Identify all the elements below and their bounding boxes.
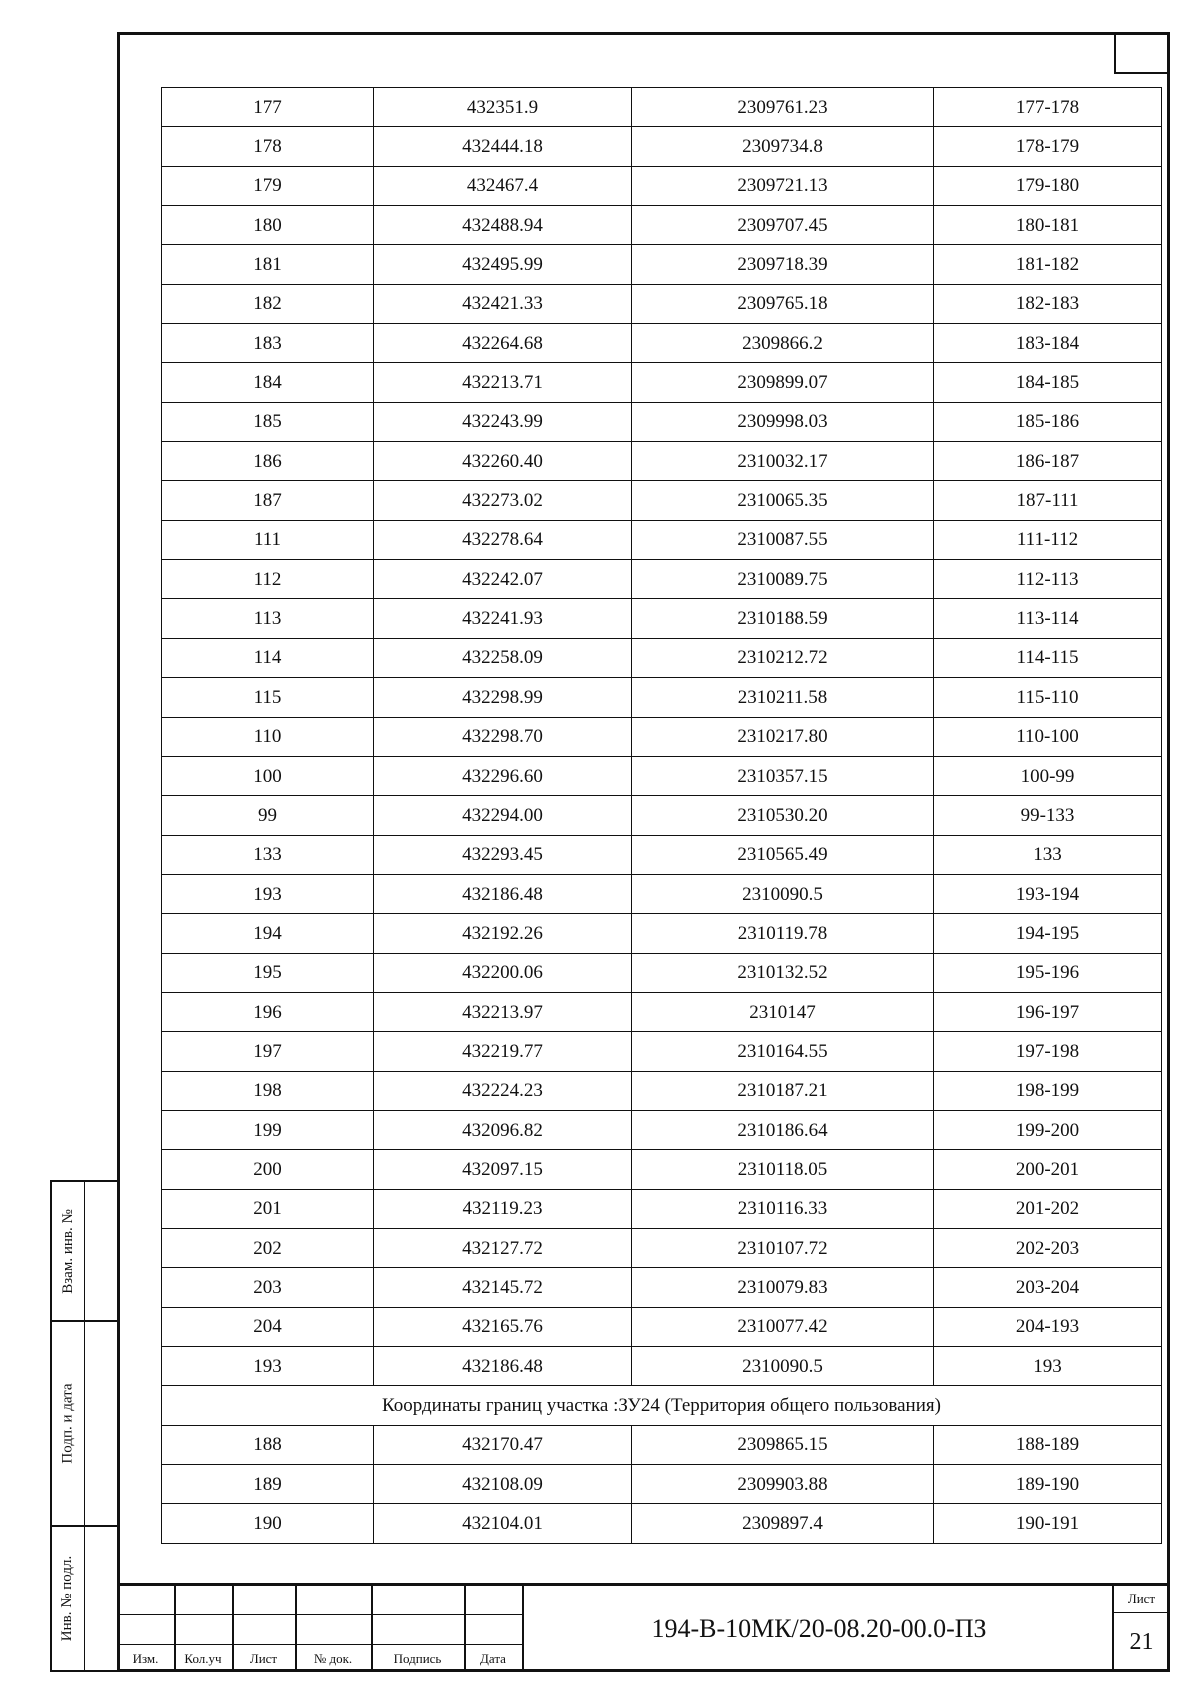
x-coordinate-cell: 432298.70: [374, 717, 632, 756]
y-coordinate-cell: 2309721.13: [632, 166, 934, 205]
point-number-cell: 180: [162, 206, 374, 245]
x-coordinate-cell: 432097.15: [374, 1150, 632, 1189]
section-heading: Координаты границ участка :ЗУ24 (Территория общего пользования): [162, 1386, 1162, 1425]
col-label-count: Кол.уч: [184, 1651, 222, 1666]
segment-cell: 182-183: [934, 284, 1162, 323]
table-row: [162, 1307, 1162, 1346]
segment-cell: 194-195: [934, 914, 1162, 953]
point-number-cell: 198: [162, 1071, 374, 1110]
point-number-cell: 197: [162, 1032, 374, 1071]
y-coordinate-cell: 2310217.80: [632, 717, 934, 756]
table-row: [162, 1071, 1162, 1110]
y-coordinate-cell: 2310186.64: [632, 1110, 934, 1149]
y-coordinate-cell: 2309866.2: [632, 324, 934, 363]
table-row: [162, 638, 1162, 677]
point-number-cell: 115: [162, 678, 374, 717]
y-coordinate-cell: 2310107.72: [632, 1228, 934, 1267]
segment-cell: 203-204: [934, 1268, 1162, 1307]
side-label-replacement-inv: Взам. инв. №: [59, 1208, 76, 1294]
y-coordinate-cell: 2310211.58: [632, 678, 934, 717]
y-coordinate-cell: 2310090.5: [632, 1347, 934, 1386]
y-coordinate-cell: 2309707.45: [632, 206, 934, 245]
x-coordinate-cell: 432213.71: [374, 363, 632, 402]
table-row: [162, 166, 1162, 205]
table-row: [162, 678, 1162, 717]
sheet-number: 21: [1129, 1629, 1154, 1655]
y-coordinate-cell: 2310530.20: [632, 796, 934, 835]
sheet-box: [1112, 1586, 1169, 1672]
table-row: [162, 992, 1162, 1031]
table-row: [162, 520, 1162, 559]
point-number-cell: 194: [162, 914, 374, 953]
point-number-cell: 189: [162, 1465, 374, 1504]
table-row: [162, 245, 1162, 284]
table-row: [162, 481, 1162, 520]
table-row: [162, 442, 1162, 481]
y-coordinate-cell: 2309761.23: [632, 88, 934, 127]
point-number-cell: 178: [162, 127, 374, 166]
point-number-cell: 184: [162, 363, 374, 402]
segment-cell: 193-194: [934, 874, 1162, 913]
table-row: [162, 1425, 1162, 1464]
x-coordinate-cell: 432495.99: [374, 245, 632, 284]
col-label-doc-no: № док.: [313, 1651, 353, 1666]
y-coordinate-cell: 2310065.35: [632, 481, 934, 520]
table-row: [162, 796, 1162, 835]
y-coordinate-cell: 2309903.88: [632, 1465, 934, 1504]
point-number-cell: 181: [162, 245, 374, 284]
point-number-cell: 99: [162, 796, 374, 835]
x-coordinate-cell: 432219.77: [374, 1032, 632, 1071]
x-coordinate-cell: 432192.26: [374, 914, 632, 953]
table-row: [162, 1110, 1162, 1149]
point-number-cell: 193: [162, 874, 374, 913]
point-number-cell: 110: [162, 717, 374, 756]
segment-cell: 196-197: [934, 992, 1162, 1031]
y-coordinate-cell: 2309865.15: [632, 1425, 934, 1464]
point-number-cell: 187: [162, 481, 374, 520]
point-number-cell: 111: [162, 520, 374, 559]
x-coordinate-cell: 432243.99: [374, 402, 632, 441]
x-coordinate-cell: 432444.18: [374, 127, 632, 166]
side-stamp: [50, 1180, 117, 1672]
y-coordinate-cell: 2310188.59: [632, 599, 934, 638]
table-row: [162, 402, 1162, 441]
point-number-cell: 190: [162, 1504, 374, 1543]
segment-cell: 201-202: [934, 1189, 1162, 1228]
segment-cell: 111-112: [934, 520, 1162, 559]
col-label-date: Дата: [480, 1651, 506, 1666]
x-coordinate-cell: 432488.94: [374, 206, 632, 245]
segment-cell: 113-114: [934, 599, 1162, 638]
y-coordinate-cell: 2310089.75: [632, 560, 934, 599]
revision-grid: [117, 1586, 522, 1672]
y-coordinate-cell: 2310212.72: [632, 638, 934, 677]
side-label-signature-date: Подп. и дата: [59, 1383, 76, 1464]
x-coordinate-cell: 432213.97: [374, 992, 632, 1031]
x-coordinate-cell: 432224.23: [374, 1071, 632, 1110]
segment-cell: 180-181: [934, 206, 1162, 245]
y-coordinate-cell: 2310118.05: [632, 1150, 934, 1189]
x-coordinate-cell: 432294.00: [374, 796, 632, 835]
col-label-change: Изм.: [132, 1651, 159, 1666]
segment-cell: 112-113: [934, 560, 1162, 599]
table-row: [162, 1347, 1162, 1386]
y-coordinate-cell: 2310079.83: [632, 1268, 934, 1307]
segment-cell: 114-115: [934, 638, 1162, 677]
y-coordinate-cell: 2310077.42: [632, 1307, 934, 1346]
x-coordinate-cell: 432108.09: [374, 1465, 632, 1504]
point-number-cell: 185: [162, 402, 374, 441]
x-coordinate-cell: 432186.48: [374, 874, 632, 913]
point-number-cell: 177: [162, 88, 374, 127]
table-row: [162, 284, 1162, 323]
segment-cell: 204-193: [934, 1307, 1162, 1346]
segment-cell: 199-200: [934, 1110, 1162, 1149]
point-number-cell: 112: [162, 560, 374, 599]
point-number-cell: 200: [162, 1150, 374, 1189]
segment-cell: 188-189: [934, 1425, 1162, 1464]
corner-box: [1114, 32, 1170, 74]
table-row: [162, 756, 1162, 795]
segment-cell: 133: [934, 835, 1162, 874]
coordinates-table: [161, 87, 1162, 1544]
x-coordinate-cell: 432242.07: [374, 560, 632, 599]
point-number-cell: 188: [162, 1425, 374, 1464]
y-coordinate-cell: 2309899.07: [632, 363, 934, 402]
segment-cell: 185-186: [934, 402, 1162, 441]
segment-cell: 177-178: [934, 88, 1162, 127]
point-number-cell: 202: [162, 1228, 374, 1267]
side-stamp-cell-replacement: [52, 1182, 117, 1322]
table-row: [162, 599, 1162, 638]
point-number-cell: 204: [162, 1307, 374, 1346]
point-number-cell: 203: [162, 1268, 374, 1307]
x-coordinate-cell: 432104.01: [374, 1504, 632, 1543]
table-row: [162, 835, 1162, 874]
y-coordinate-cell: 2309734.8: [632, 127, 934, 166]
y-coordinate-cell: 2310116.33: [632, 1189, 934, 1228]
segment-cell: 179-180: [934, 166, 1162, 205]
table-row: [162, 953, 1162, 992]
table-row: [162, 560, 1162, 599]
y-coordinate-cell: 2309718.39: [632, 245, 934, 284]
col-label-signature: Подпись: [393, 1651, 442, 1666]
table-row: [162, 717, 1162, 756]
x-coordinate-cell: 432096.82: [374, 1110, 632, 1149]
table-row: [162, 88, 1162, 127]
x-coordinate-cell: 432119.23: [374, 1189, 632, 1228]
document-code: 194-В-10МК/20-08.20-00.0-ПЗ: [522, 1586, 1114, 1672]
table-row: [162, 1465, 1162, 1504]
point-number-cell: 113: [162, 599, 374, 638]
side-stamp-cell-signature: [52, 1322, 117, 1527]
side-stamp-cell-inventory: [52, 1527, 117, 1670]
segment-cell: 100-99: [934, 756, 1162, 795]
side-label-original-inv: Инв. № подл.: [59, 1555, 76, 1642]
x-coordinate-cell: 432145.72: [374, 1268, 632, 1307]
x-coordinate-cell: 432200.06: [374, 953, 632, 992]
table-row: [162, 363, 1162, 402]
segment-cell: 184-185: [934, 363, 1162, 402]
x-coordinate-cell: 432421.33: [374, 284, 632, 323]
point-number-cell: 183: [162, 324, 374, 363]
sheet-label: Лист: [1114, 1586, 1169, 1613]
table-row: [162, 127, 1162, 166]
y-coordinate-cell: 2309765.18: [632, 284, 934, 323]
segment-cell: 193: [934, 1347, 1162, 1386]
x-coordinate-cell: 432241.93: [374, 599, 632, 638]
x-coordinate-cell: 432127.72: [374, 1228, 632, 1267]
title-block: [117, 1583, 1170, 1672]
x-coordinate-cell: 432351.9: [374, 88, 632, 127]
x-coordinate-cell: 432298.99: [374, 678, 632, 717]
x-coordinate-cell: 432293.45: [374, 835, 632, 874]
segment-cell: 178-179: [934, 127, 1162, 166]
table-row: [162, 914, 1162, 953]
x-coordinate-cell: 432273.02: [374, 481, 632, 520]
segment-cell: 195-196: [934, 953, 1162, 992]
table-row: [162, 206, 1162, 245]
segment-cell: 99-133: [934, 796, 1162, 835]
x-coordinate-cell: 432260.40: [374, 442, 632, 481]
segment-cell: 115-110: [934, 678, 1162, 717]
segment-cell: 189-190: [934, 1465, 1162, 1504]
col-label-sheet: Лист: [249, 1651, 278, 1666]
y-coordinate-cell: 2310357.15: [632, 756, 934, 795]
point-number-cell: 186: [162, 442, 374, 481]
y-coordinate-cell: 2309998.03: [632, 402, 934, 441]
x-coordinate-cell: 432264.68: [374, 324, 632, 363]
y-coordinate-cell: 2310119.78: [632, 914, 934, 953]
section-heading-row: [162, 1386, 1162, 1425]
y-coordinate-cell: 2310164.55: [632, 1032, 934, 1071]
y-coordinate-cell: 2310090.5: [632, 874, 934, 913]
segment-cell: 202-203: [934, 1228, 1162, 1267]
x-coordinate-cell: 432296.60: [374, 756, 632, 795]
point-number-cell: 199: [162, 1110, 374, 1149]
x-coordinate-cell: 432165.76: [374, 1307, 632, 1346]
y-coordinate-cell: 2310087.55: [632, 520, 934, 559]
segment-cell: 198-199: [934, 1071, 1162, 1110]
x-coordinate-cell: 432467.4: [374, 166, 632, 205]
point-number-cell: 133: [162, 835, 374, 874]
point-number-cell: 179: [162, 166, 374, 205]
y-coordinate-cell: 2310187.21: [632, 1071, 934, 1110]
y-coordinate-cell: 2310147: [632, 992, 934, 1031]
point-number-cell: 114: [162, 638, 374, 677]
point-number-cell: 196: [162, 992, 374, 1031]
y-coordinate-cell: 2310132.52: [632, 953, 934, 992]
point-number-cell: 195: [162, 953, 374, 992]
table-row: [162, 1032, 1162, 1071]
segment-cell: 110-100: [934, 717, 1162, 756]
y-coordinate-cell: 2309897.4: [632, 1504, 934, 1543]
table-row: [162, 324, 1162, 363]
segment-cell: 187-111: [934, 481, 1162, 520]
table-row: [162, 1268, 1162, 1307]
point-number-cell: 182: [162, 284, 374, 323]
segment-cell: 200-201: [934, 1150, 1162, 1189]
segment-cell: 181-182: [934, 245, 1162, 284]
table-row: [162, 1150, 1162, 1189]
table-row: [162, 1504, 1162, 1543]
table-row: [162, 1228, 1162, 1267]
point-number-cell: 100: [162, 756, 374, 795]
point-number-cell: 201: [162, 1189, 374, 1228]
y-coordinate-cell: 2310565.49: [632, 835, 934, 874]
x-coordinate-cell: 432170.47: [374, 1425, 632, 1464]
table-row: [162, 1189, 1162, 1228]
table-row: [162, 874, 1162, 913]
segment-cell: 190-191: [934, 1504, 1162, 1543]
x-coordinate-cell: 432278.64: [374, 520, 632, 559]
segment-cell: 183-184: [934, 324, 1162, 363]
x-coordinate-cell: 432258.09: [374, 638, 632, 677]
y-coordinate-cell: 2310032.17: [632, 442, 934, 481]
segment-cell: 197-198: [934, 1032, 1162, 1071]
segment-cell: 186-187: [934, 442, 1162, 481]
x-coordinate-cell: 432186.48: [374, 1347, 632, 1386]
point-number-cell: 193: [162, 1347, 374, 1386]
